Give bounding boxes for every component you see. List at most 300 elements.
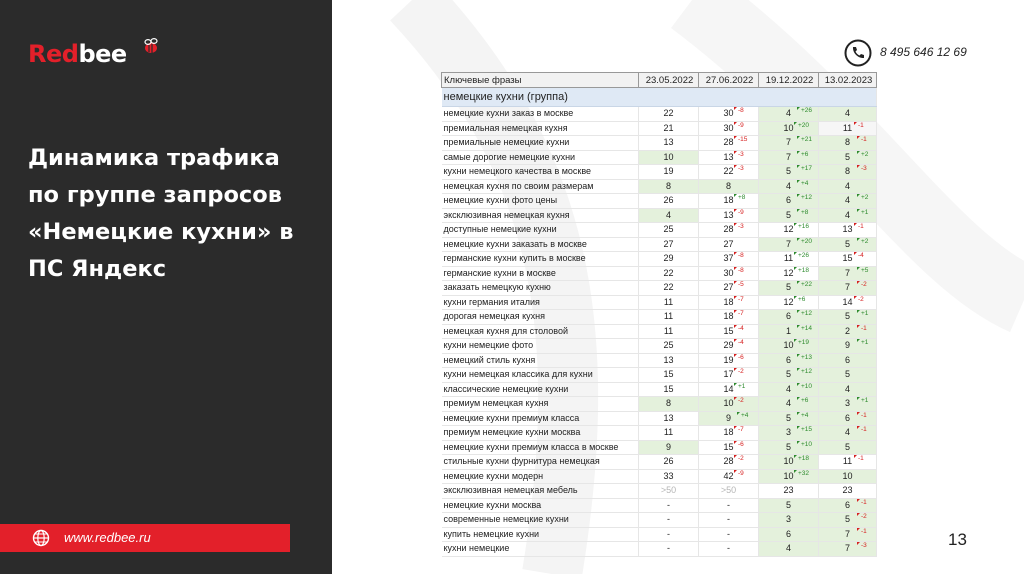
position-value: 2 (844, 325, 850, 336)
increase-marker-icon (857, 397, 860, 400)
position-value: 22 (663, 282, 674, 293)
position-value: 15 (663, 383, 674, 394)
position-change: +2 (861, 237, 869, 245)
increase-marker-icon (797, 310, 800, 313)
position-value: 11 (663, 311, 674, 322)
position-value: 25 (663, 340, 674, 351)
change-badge (854, 455, 864, 463)
position-change: -8 (738, 252, 744, 259)
position-change: +8 (801, 208, 809, 216)
increase-marker-icon (797, 368, 800, 371)
table-row (442, 397, 877, 412)
phone-number[interactable]: 8 495 646 12 69 (880, 45, 967, 59)
position-cell (639, 165, 699, 180)
change-badge (797, 209, 808, 217)
position-value: 6 (785, 195, 791, 206)
position-value: 5 (844, 369, 850, 380)
position-value: 9 (725, 412, 731, 423)
increase-marker-icon (797, 397, 800, 400)
position-change: -4 (858, 252, 864, 259)
position-value: 8 (725, 180, 731, 191)
position-value: 15 (723, 441, 734, 452)
position-value: >50 (660, 485, 677, 496)
position-value: 8 (844, 166, 850, 177)
decrease-marker-icon (734, 470, 737, 473)
keyword-cell: дорогая немецкая кухня (442, 310, 639, 325)
position-cell (759, 194, 819, 209)
position-cell (639, 542, 699, 557)
position-value: 19 (663, 166, 674, 177)
header-date-3: 19.12.2022 (759, 73, 819, 88)
change-badge (794, 122, 809, 130)
position-change: -2 (738, 397, 744, 404)
logo-red-part: Red (28, 40, 79, 68)
table-row (442, 179, 877, 194)
position-value: 4 (844, 383, 850, 394)
decrease-marker-icon (734, 252, 737, 255)
position-change: +12 (801, 368, 813, 375)
change-badge (797, 180, 808, 188)
change-badge (857, 499, 867, 507)
position-cell (759, 498, 819, 513)
position-change: -7 (738, 295, 744, 303)
position-value: 27 (723, 238, 734, 249)
position-cell (759, 542, 819, 557)
position-cell (639, 324, 699, 339)
increase-marker-icon (797, 238, 800, 241)
position-cell (819, 208, 877, 223)
position-cell (819, 252, 877, 267)
position-cell (699, 107, 759, 122)
position-value: 7 (785, 137, 791, 148)
position-value: 4 (844, 427, 850, 438)
position-value: - (727, 543, 730, 554)
change-badge (734, 122, 744, 130)
position-value: 18 (723, 427, 734, 438)
keyword-cell: премиальные немецкие кухни (442, 136, 639, 151)
position-value: 12 (783, 224, 794, 235)
position-cell (639, 237, 699, 252)
position-cell (639, 527, 699, 542)
change-badge (857, 238, 868, 246)
page-title: Динамика трафика по группе запросов «Немецкие кухни» в ПС Яндекс (28, 145, 294, 282)
position-cell (759, 136, 819, 151)
position-value: 26 (663, 195, 674, 206)
decrease-marker-icon (734, 107, 737, 110)
position-change: +12 (801, 310, 813, 317)
position-value: 21 (663, 122, 674, 133)
decrease-marker-icon (734, 165, 737, 168)
position-cell (819, 397, 877, 412)
position-change: -2 (861, 513, 867, 520)
position-cell (819, 310, 877, 325)
increase-marker-icon (797, 209, 800, 212)
position-change: -7 (738, 310, 744, 317)
position-value: 5 (785, 282, 791, 293)
change-badge (734, 354, 744, 362)
decrease-marker-icon (734, 223, 737, 226)
table-row (442, 208, 877, 223)
change-badge (794, 223, 809, 231)
position-value: 22 (663, 108, 674, 119)
position-change: -7 (738, 426, 744, 433)
increase-marker-icon (857, 209, 860, 212)
position-value: 4 (665, 209, 671, 220)
position-change: +6 (798, 295, 806, 303)
increase-marker-icon (797, 383, 800, 386)
position-value: 5 (844, 238, 850, 249)
increase-marker-icon (794, 296, 797, 299)
position-cell (639, 353, 699, 368)
position-cell (759, 469, 819, 484)
position-value: 5 (785, 499, 791, 510)
position-change: +4 (801, 179, 809, 187)
table-row (442, 252, 877, 267)
position-cell (699, 165, 759, 180)
position-value: 30 (723, 108, 734, 119)
position-cell (639, 513, 699, 528)
position-cell (819, 165, 877, 180)
change-badge (857, 267, 868, 275)
position-change: -4 (738, 324, 744, 332)
position-value: 29 (663, 253, 674, 264)
change-badge (797, 426, 812, 434)
position-change: -3 (738, 150, 744, 158)
table-row (442, 469, 877, 484)
position-cell (759, 295, 819, 310)
change-badge (794, 252, 809, 260)
position-cell (639, 136, 699, 151)
position-change: +10 (801, 382, 813, 390)
keyword-cell: эксклюзивная немецкая мебель (442, 484, 639, 499)
keyword-cell: кухни немецкая классика для кухни (442, 368, 639, 383)
table-row (442, 411, 877, 426)
increase-marker-icon (857, 151, 860, 154)
position-cell (759, 324, 819, 339)
increase-marker-icon (797, 281, 800, 284)
change-badge (797, 354, 812, 362)
position-value: 4 (844, 195, 850, 206)
decrease-marker-icon (857, 412, 860, 415)
position-cell (759, 484, 819, 499)
position-value: 15 (663, 369, 674, 380)
position-value: 29 (723, 340, 734, 351)
position-change: +18 (798, 266, 810, 274)
position-value: 4 (785, 398, 791, 409)
position-value: 13 (723, 209, 734, 220)
position-cell (819, 295, 877, 310)
position-cell (699, 295, 759, 310)
position-change: -9 (738, 121, 744, 129)
keyword-cell: германские кухни в москве (442, 266, 639, 281)
position-value: 23 (842, 485, 853, 496)
decrease-marker-icon (857, 499, 860, 502)
position-change: -1 (861, 411, 867, 419)
change-badge (797, 151, 808, 159)
increase-marker-icon (794, 252, 797, 255)
decrease-marker-icon (857, 165, 860, 168)
increase-marker-icon (797, 136, 800, 139)
position-cell (759, 150, 819, 165)
position-change: -3 (738, 223, 744, 230)
position-value: 10 (783, 340, 794, 351)
position-cell (819, 194, 877, 209)
position-cell (699, 150, 759, 165)
position-change: +20 (798, 121, 810, 129)
increase-marker-icon (797, 354, 800, 357)
position-cell (819, 237, 877, 252)
decrease-marker-icon (734, 281, 737, 284)
table-row (442, 165, 877, 180)
position-cell (699, 121, 759, 136)
position-cell (759, 165, 819, 180)
table-row (442, 281, 877, 296)
position-value: 17 (723, 369, 734, 380)
position-value: 8 (844, 137, 850, 148)
position-cell (819, 426, 877, 441)
position-value: 4 (785, 180, 791, 191)
position-value: 15 (842, 253, 853, 264)
position-value: 9 (665, 441, 671, 452)
increase-marker-icon (797, 107, 800, 110)
position-value: 7 (844, 543, 850, 554)
position-change: -1 (861, 324, 867, 332)
position-value: 27 (723, 282, 734, 293)
increase-marker-icon (797, 151, 800, 154)
change-badge (794, 267, 809, 275)
position-cell (639, 107, 699, 122)
position-change: -3 (861, 542, 867, 549)
change-badge (857, 397, 868, 405)
position-change: +1 (861, 397, 869, 404)
position-change: +1 (861, 310, 869, 317)
position-cell (819, 527, 877, 542)
change-badge (734, 194, 745, 202)
position-value: 13 (723, 151, 734, 162)
redbee-logo[interactable] (28, 40, 127, 68)
position-change: -2 (738, 455, 744, 462)
keyword-cell: немецкие кухни заказать в москве (442, 237, 639, 252)
position-cell (819, 513, 877, 528)
position-cell (639, 426, 699, 441)
position-cell (759, 252, 819, 267)
position-value: 26 (663, 456, 674, 467)
position-change: +13 (801, 353, 813, 361)
position-value: 11 (663, 296, 674, 307)
position-cell (699, 382, 759, 397)
position-change: -15 (738, 136, 748, 143)
position-cell (639, 295, 699, 310)
position-value: 5 (844, 441, 850, 452)
position-cell (819, 121, 877, 136)
phone-icon[interactable] (844, 39, 872, 67)
position-value: 18 (723, 195, 734, 206)
table-row (442, 455, 877, 470)
header-date-2: 27.06.2022 (699, 73, 759, 88)
increase-marker-icon (737, 412, 740, 415)
position-value: 9 (844, 340, 850, 351)
keyword-cell: немецкая кухня по своим размерам (442, 179, 639, 194)
position-cell (699, 513, 759, 528)
position-change: +15 (801, 426, 813, 433)
website-bar[interactable] (0, 524, 290, 552)
keyword-cell: стильные кухни фурнитура немецкая (442, 455, 639, 470)
increase-marker-icon (797, 441, 800, 444)
position-value: 7 (844, 282, 850, 293)
change-badge (797, 441, 812, 449)
position-change: +20 (801, 237, 813, 245)
change-badge (857, 281, 867, 289)
table-row (442, 382, 877, 397)
position-value: 11 (842, 122, 853, 133)
position-value: 3 (844, 398, 850, 409)
position-cell (699, 266, 759, 281)
decrease-marker-icon (854, 296, 857, 299)
position-value: 4 (844, 108, 850, 119)
decrease-marker-icon (857, 528, 860, 531)
position-value: - (727, 514, 730, 525)
increase-marker-icon (857, 339, 860, 342)
position-change: +10 (801, 440, 813, 448)
position-cell (639, 484, 699, 499)
position-value: - (667, 528, 670, 539)
change-badge (797, 194, 812, 202)
decrease-marker-icon (734, 209, 737, 212)
position-value: 10 (783, 122, 794, 133)
change-badge (734, 455, 744, 463)
decrease-marker-icon (734, 455, 737, 458)
position-cell (819, 179, 877, 194)
keyword-cell: доступные немецкие кухни (442, 223, 639, 238)
change-badge (797, 368, 812, 376)
change-badge (854, 296, 864, 304)
position-value: 10 (663, 151, 674, 162)
keyword-cell: кухни немецкого качества в москве (442, 165, 639, 180)
position-cell (699, 353, 759, 368)
change-badge (857, 542, 867, 550)
change-badge (734, 267, 744, 275)
position-value: 4 (785, 383, 791, 394)
position-change: +14 (801, 324, 813, 332)
position-change: -9 (738, 208, 744, 216)
change-badge (857, 513, 867, 521)
position-value: 3 (785, 514, 791, 525)
keyword-cell: самые дорогие немецкие кухни (442, 150, 639, 165)
position-change: -3 (738, 165, 744, 172)
table-row (442, 513, 877, 528)
position-change: +26 (798, 252, 810, 259)
position-cell (699, 324, 759, 339)
keyword-cell: кухни немецкие фото (442, 339, 639, 354)
position-value: 4 (844, 209, 850, 220)
change-badge (794, 296, 805, 304)
position-value: 4 (844, 180, 850, 191)
position-cell (639, 223, 699, 238)
table-header (442, 73, 877, 88)
table-row (442, 484, 877, 499)
position-cell (699, 194, 759, 209)
position-cell (639, 194, 699, 209)
change-badge (797, 165, 812, 173)
increase-marker-icon (797, 180, 800, 183)
decrease-marker-icon (734, 368, 737, 371)
position-cell (759, 266, 819, 281)
position-value: 42 (723, 470, 734, 481)
decrease-marker-icon (857, 426, 860, 429)
position-cell (759, 237, 819, 252)
table-row (442, 150, 877, 165)
position-cell (759, 310, 819, 325)
position-cell (759, 281, 819, 296)
keyword-cell: премиум немецкие кухни москва (442, 426, 639, 441)
change-badge (734, 151, 744, 159)
increase-marker-icon (857, 310, 860, 313)
increase-marker-icon (794, 267, 797, 270)
position-change: -3 (861, 165, 867, 172)
table-row (442, 353, 877, 368)
position-value: 6 (785, 354, 791, 365)
position-change: +17 (801, 165, 813, 172)
position-cell (819, 469, 877, 484)
position-value: 10 (723, 398, 734, 409)
position-change: -4 (738, 339, 744, 346)
position-cell (639, 455, 699, 470)
position-cell (819, 339, 877, 354)
position-cell (699, 179, 759, 194)
position-cell (759, 527, 819, 542)
keyword-cell: немецкие кухни модерн (442, 469, 639, 484)
position-cell (759, 455, 819, 470)
position-cell (639, 121, 699, 136)
position-value: 11 (663, 325, 674, 336)
position-cell (759, 397, 819, 412)
position-cell (639, 281, 699, 296)
position-change: -1 (861, 498, 867, 506)
decrease-marker-icon (734, 426, 737, 429)
position-cell (759, 179, 819, 194)
change-badge (797, 136, 812, 144)
website-link[interactable]: www.redbee.ru (64, 530, 151, 545)
change-badge (734, 339, 744, 347)
increase-marker-icon (797, 426, 800, 429)
position-change: +12 (801, 194, 813, 201)
keyword-cell: немецкая кухня для столовой (442, 324, 639, 339)
change-badge (857, 136, 867, 144)
decrease-marker-icon (734, 151, 737, 154)
increase-marker-icon (797, 412, 800, 415)
position-value: 1 (785, 325, 791, 336)
decrease-marker-icon (734, 339, 737, 342)
position-change: +26 (801, 107, 813, 114)
position-change: +1 (738, 382, 746, 390)
position-value: 6 (785, 311, 791, 322)
position-value: 12 (783, 296, 794, 307)
keyword-cell: заказать немецкую кухню (442, 281, 639, 296)
position-value: 30 (723, 122, 734, 133)
decrease-marker-icon (734, 397, 737, 400)
position-cell (639, 469, 699, 484)
change-badge (854, 223, 864, 231)
position-cell (639, 208, 699, 223)
group-label: немецкие кухни (группа) (442, 88, 877, 107)
decrease-marker-icon (857, 136, 860, 139)
position-change: -2 (861, 281, 867, 288)
decrease-marker-icon (857, 513, 860, 516)
bee-icon (140, 36, 160, 56)
position-value: 15 (723, 325, 734, 336)
table-row (442, 136, 877, 151)
keyword-cell: кухни немецкие (442, 542, 639, 557)
